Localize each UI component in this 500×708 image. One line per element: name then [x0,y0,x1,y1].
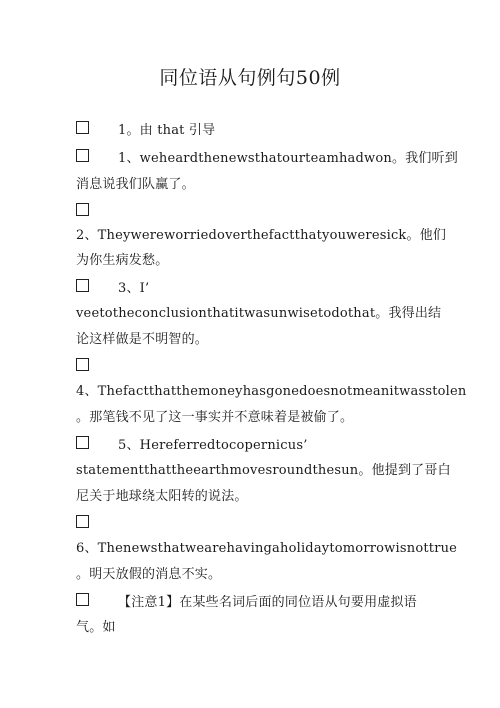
example-line: 为你生病发愁。 [76,253,169,268]
checkbox-row [76,358,89,374]
example-line: 5、Hereferredtocopernicus’ [118,438,308,453]
checkbox-icon [76,515,89,528]
example-line: 6、Thenewsthatwearehavingaholidaytomorrowisnottrue [76,541,458,556]
page-title: 同位语从句例句50例 [159,67,341,89]
checkbox-row [76,121,89,137]
example-line: 2、Theywereworriedoverthefactthatyouweresick。他们 [76,228,447,243]
checkbox-row [76,436,89,452]
note-line: 【注意1】在某些名词后面的同位语从句要用虚拟语 [118,595,417,610]
example-line: 4、Thefactthatthemoneyhasgonedoesnotmeanitwasstolen [76,384,467,399]
checkbox-icon [76,279,89,292]
checkbox-icon [76,149,89,162]
example-line: 消息说我们队赢了。 [76,177,195,192]
checkbox-row [76,149,89,165]
example-line: 3、I’ [118,281,150,296]
note-line: 气。如 [76,620,116,635]
checkbox-icon [76,593,89,606]
example-line: 1、weheardthenewsthatourteamhadwon。我们听到 [118,151,458,166]
checkbox-row [76,279,89,295]
example-line: veetotheconclusionthatitwasunwisetodothat。我得出结 [76,306,442,321]
checkbox-row [76,593,89,609]
checkbox-icon [76,121,89,134]
section-heading: 1。由 that 引导 [118,123,216,138]
example-line: 。那笔钱不见了这一事实并不意味着是被偷了。 [76,410,354,425]
example-line: statementthattheearthmovesroundthesun。他提到了哥白 [76,463,451,478]
checkbox-icon [76,436,89,449]
checkbox-row [76,515,89,531]
checkbox-icon [76,358,89,371]
example-line: 。明天放假的消息不实。 [76,567,222,582]
example-line: 尼关于地球绕太阳转的说法。 [76,489,248,504]
checkbox-row [76,203,89,219]
checkbox-icon [76,203,89,216]
example-line: 论这样做是不明智的。 [76,332,209,347]
